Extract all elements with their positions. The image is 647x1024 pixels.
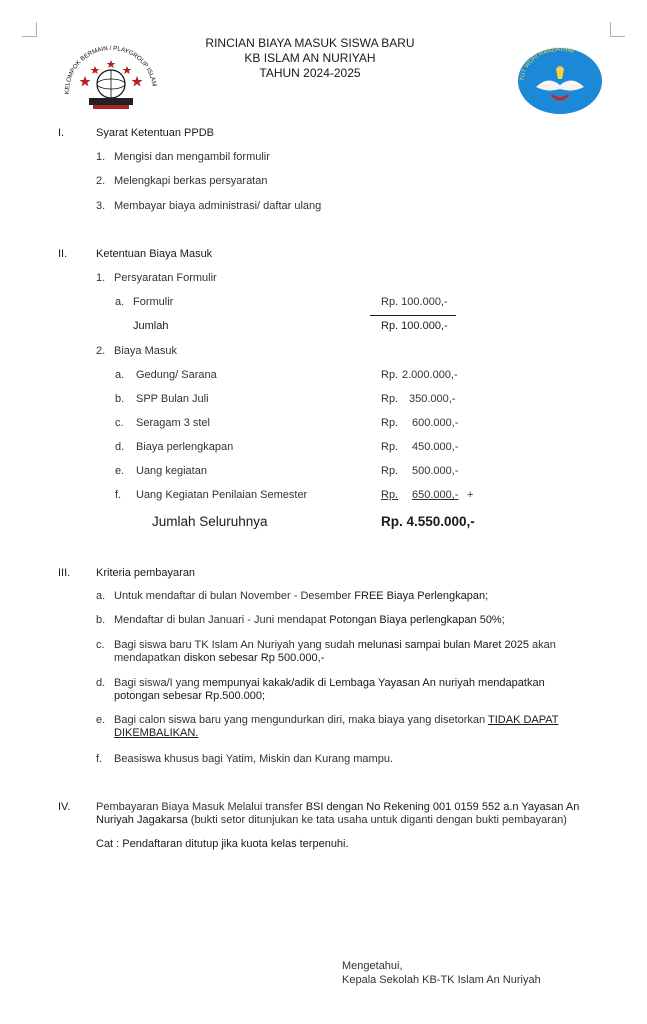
- fee-item-amount: 600.000,-: [412, 417, 459, 429]
- fee-item-amount: 650.000,-: [412, 489, 459, 501]
- criteria-emphasis: mempunyai kakak/adik di Lembaga Yayasan An nuriyah mendapatkan potongan sebesar Rp.500.000;: [114, 677, 545, 702]
- fee-item-letter: a.: [115, 369, 125, 381]
- fee-item-amount: 350.000,-: [409, 393, 456, 405]
- title-line-2: KB ISLAM AN NURIYAH: [244, 51, 376, 65]
- fee-item-letter: b.: [115, 393, 125, 405]
- criteria-emphasis: FREE Biaya Perlengkapan;: [354, 590, 489, 602]
- subsection-number: 2.: [96, 345, 106, 357]
- criteria-text: Bagi siswa baru TK Islam An Nuriyah yang sudah: [114, 639, 358, 651]
- payment-text: Pembayaran Biaya Masuk Melalui transfer: [96, 801, 306, 813]
- payment-instructions: [96, 801, 612, 827]
- subtotal-amount: Rp. 100.000,-: [381, 320, 448, 332]
- fee-item-currency: Rp.: [381, 441, 399, 453]
- tut-wuri-text: TUT WURI HANDAYANI: [519, 46, 575, 82]
- criteria-text: Bagi siswa/I yang: [114, 677, 203, 689]
- fee-item-currency: Rp.: [381, 393, 399, 405]
- fee-item-label: Uang Kegiatan Penilaian Semester: [136, 489, 308, 501]
- list-item: Melengkapi berkas persyaratan: [114, 175, 268, 187]
- list-item-number: 1.: [96, 151, 106, 163]
- grand-total-amount: Rp. 4.550.000,-: [381, 514, 475, 529]
- criteria-text: Mendaftar di bulan Januari - Juni mendapat: [114, 614, 330, 626]
- fee-item-label: Formulir: [133, 296, 174, 308]
- criteria-letter: c.: [96, 639, 105, 651]
- signature-title: Kepala Sekolah KB-TK Islam An Nuriyah: [342, 974, 541, 986]
- plus-sign: +: [467, 489, 474, 501]
- list-item: Membayar biaya administrasi/ daftar ulang: [114, 200, 322, 212]
- grand-total-label: Jumlah Seluruhnya: [152, 514, 268, 529]
- section-number: IV.: [58, 801, 71, 813]
- criteria-item-a: [114, 590, 488, 602]
- fee-item-letter: e.: [115, 465, 125, 477]
- section-title: Ketentuan Biaya Masuk: [96, 248, 213, 260]
- criteria-letter: e.: [96, 714, 106, 726]
- criteria-emphasis: melunasi sampai bulan Maret 2025: [357, 639, 529, 651]
- criteria-item-e: [114, 714, 589, 740]
- sum-line: [370, 315, 456, 316]
- subsection-title: Persyaratan Formulir: [114, 272, 217, 284]
- subtotal-label: Jumlah: [133, 320, 169, 332]
- criteria-emphasis: Potongan Biaya perlengkapan 50%;: [329, 614, 505, 626]
- document-title: [150, 36, 470, 81]
- section-number: I.: [58, 127, 65, 139]
- fee-item-currency: Rp.: [381, 465, 399, 477]
- school-logo-text: KELOMPOK BERMAIN / PLAYGROUP ISLAM: [63, 44, 158, 95]
- fee-item-amount: Rp. 100.000,-: [381, 296, 448, 308]
- tut-wuri-handayani-logo: [512, 45, 608, 115]
- criteria-emphasis: TIDAK DAPAT DIKEMBALIKAN.: [114, 714, 559, 739]
- fee-item-currency: Rp.: [381, 489, 399, 501]
- title-line-1: RINCIAN BIAYA MASUK SISWA BARU: [205, 36, 415, 50]
- crop-mark-top-left: [22, 22, 37, 37]
- school-logo: [55, 40, 163, 116]
- list-item-number: 2.: [96, 175, 106, 187]
- fee-item-letter: d.: [115, 441, 125, 453]
- fee-item-label: Seragam 3 stel: [136, 417, 210, 429]
- subsection-number: 1.: [96, 272, 106, 284]
- fee-item-currency: Rp.: [381, 369, 399, 381]
- fee-item-letter: c.: [115, 417, 124, 429]
- criteria-text: Bagi calon siswa baru yang mengundurkan diri, maka biaya yang disetorkan: [114, 714, 489, 726]
- criteria-item-d: [114, 677, 584, 703]
- criteria-letter: b.: [96, 614, 106, 626]
- section-number: III.: [58, 567, 71, 579]
- fee-item-amount: 2.000.000,-: [402, 369, 458, 381]
- criteria-emphasis: diskon sebesar Rp 500.000,-: [183, 652, 325, 664]
- list-item: Mengisi dan mengambil formulir: [114, 151, 270, 163]
- criteria-item-b: [114, 614, 505, 626]
- fee-item-label: Biaya perlengkapan: [136, 441, 234, 453]
- section-title: Kriteria pembayaran: [96, 567, 196, 579]
- criteria-text: akan mendapatkan: [114, 639, 556, 664]
- section-number: II.: [58, 248, 68, 260]
- title-line-3: TAHUN 2024-2025: [259, 66, 361, 80]
- criteria-letter: f.: [96, 753, 103, 765]
- fee-item-letter: a.: [115, 296, 125, 308]
- signature-acknowledgement: Mengetahui,: [342, 960, 403, 972]
- section-title: Syarat Ketentuan PPDB: [96, 127, 215, 139]
- criteria-item-f: Beasiswa khusus bagi Yatim, Miskin dan Kurang mampu.: [114, 753, 394, 765]
- criteria-letter: d.: [96, 677, 106, 689]
- fee-item-amount: 500.000,-: [412, 465, 459, 477]
- fee-item-label: SPP Bulan Juli: [136, 393, 209, 405]
- criteria-item-c: [114, 639, 594, 665]
- fee-item-currency: Rp.: [381, 417, 399, 429]
- payment-text: (bukti setor ditunjukan ke tata usaha untuk diganti dengan bukti pembayaran): [187, 814, 567, 826]
- fee-item-amount: 450.000,-: [412, 441, 459, 453]
- crop-mark-top-right: [610, 22, 625, 37]
- subsection-title: Biaya Masuk: [114, 345, 177, 357]
- fee-item-label: Uang kegiatan: [136, 465, 207, 477]
- bank-account: BSI dengan No Rekening 001 0159 552 a.n Yayasan An Nuriyah Jagakarsa: [96, 801, 580, 826]
- registration-note: Cat : Pendaftaran ditutup jika kuota kelas terpenuhi.: [96, 838, 349, 850]
- criteria-letter: a.: [96, 590, 106, 602]
- fee-item-label: Gedung/ Sarana: [136, 369, 217, 381]
- list-item-number: 3.: [96, 200, 106, 212]
- criteria-text: Untuk mendaftar di bulan November - Desember: [114, 590, 355, 602]
- fee-item-letter: f.: [115, 489, 122, 501]
